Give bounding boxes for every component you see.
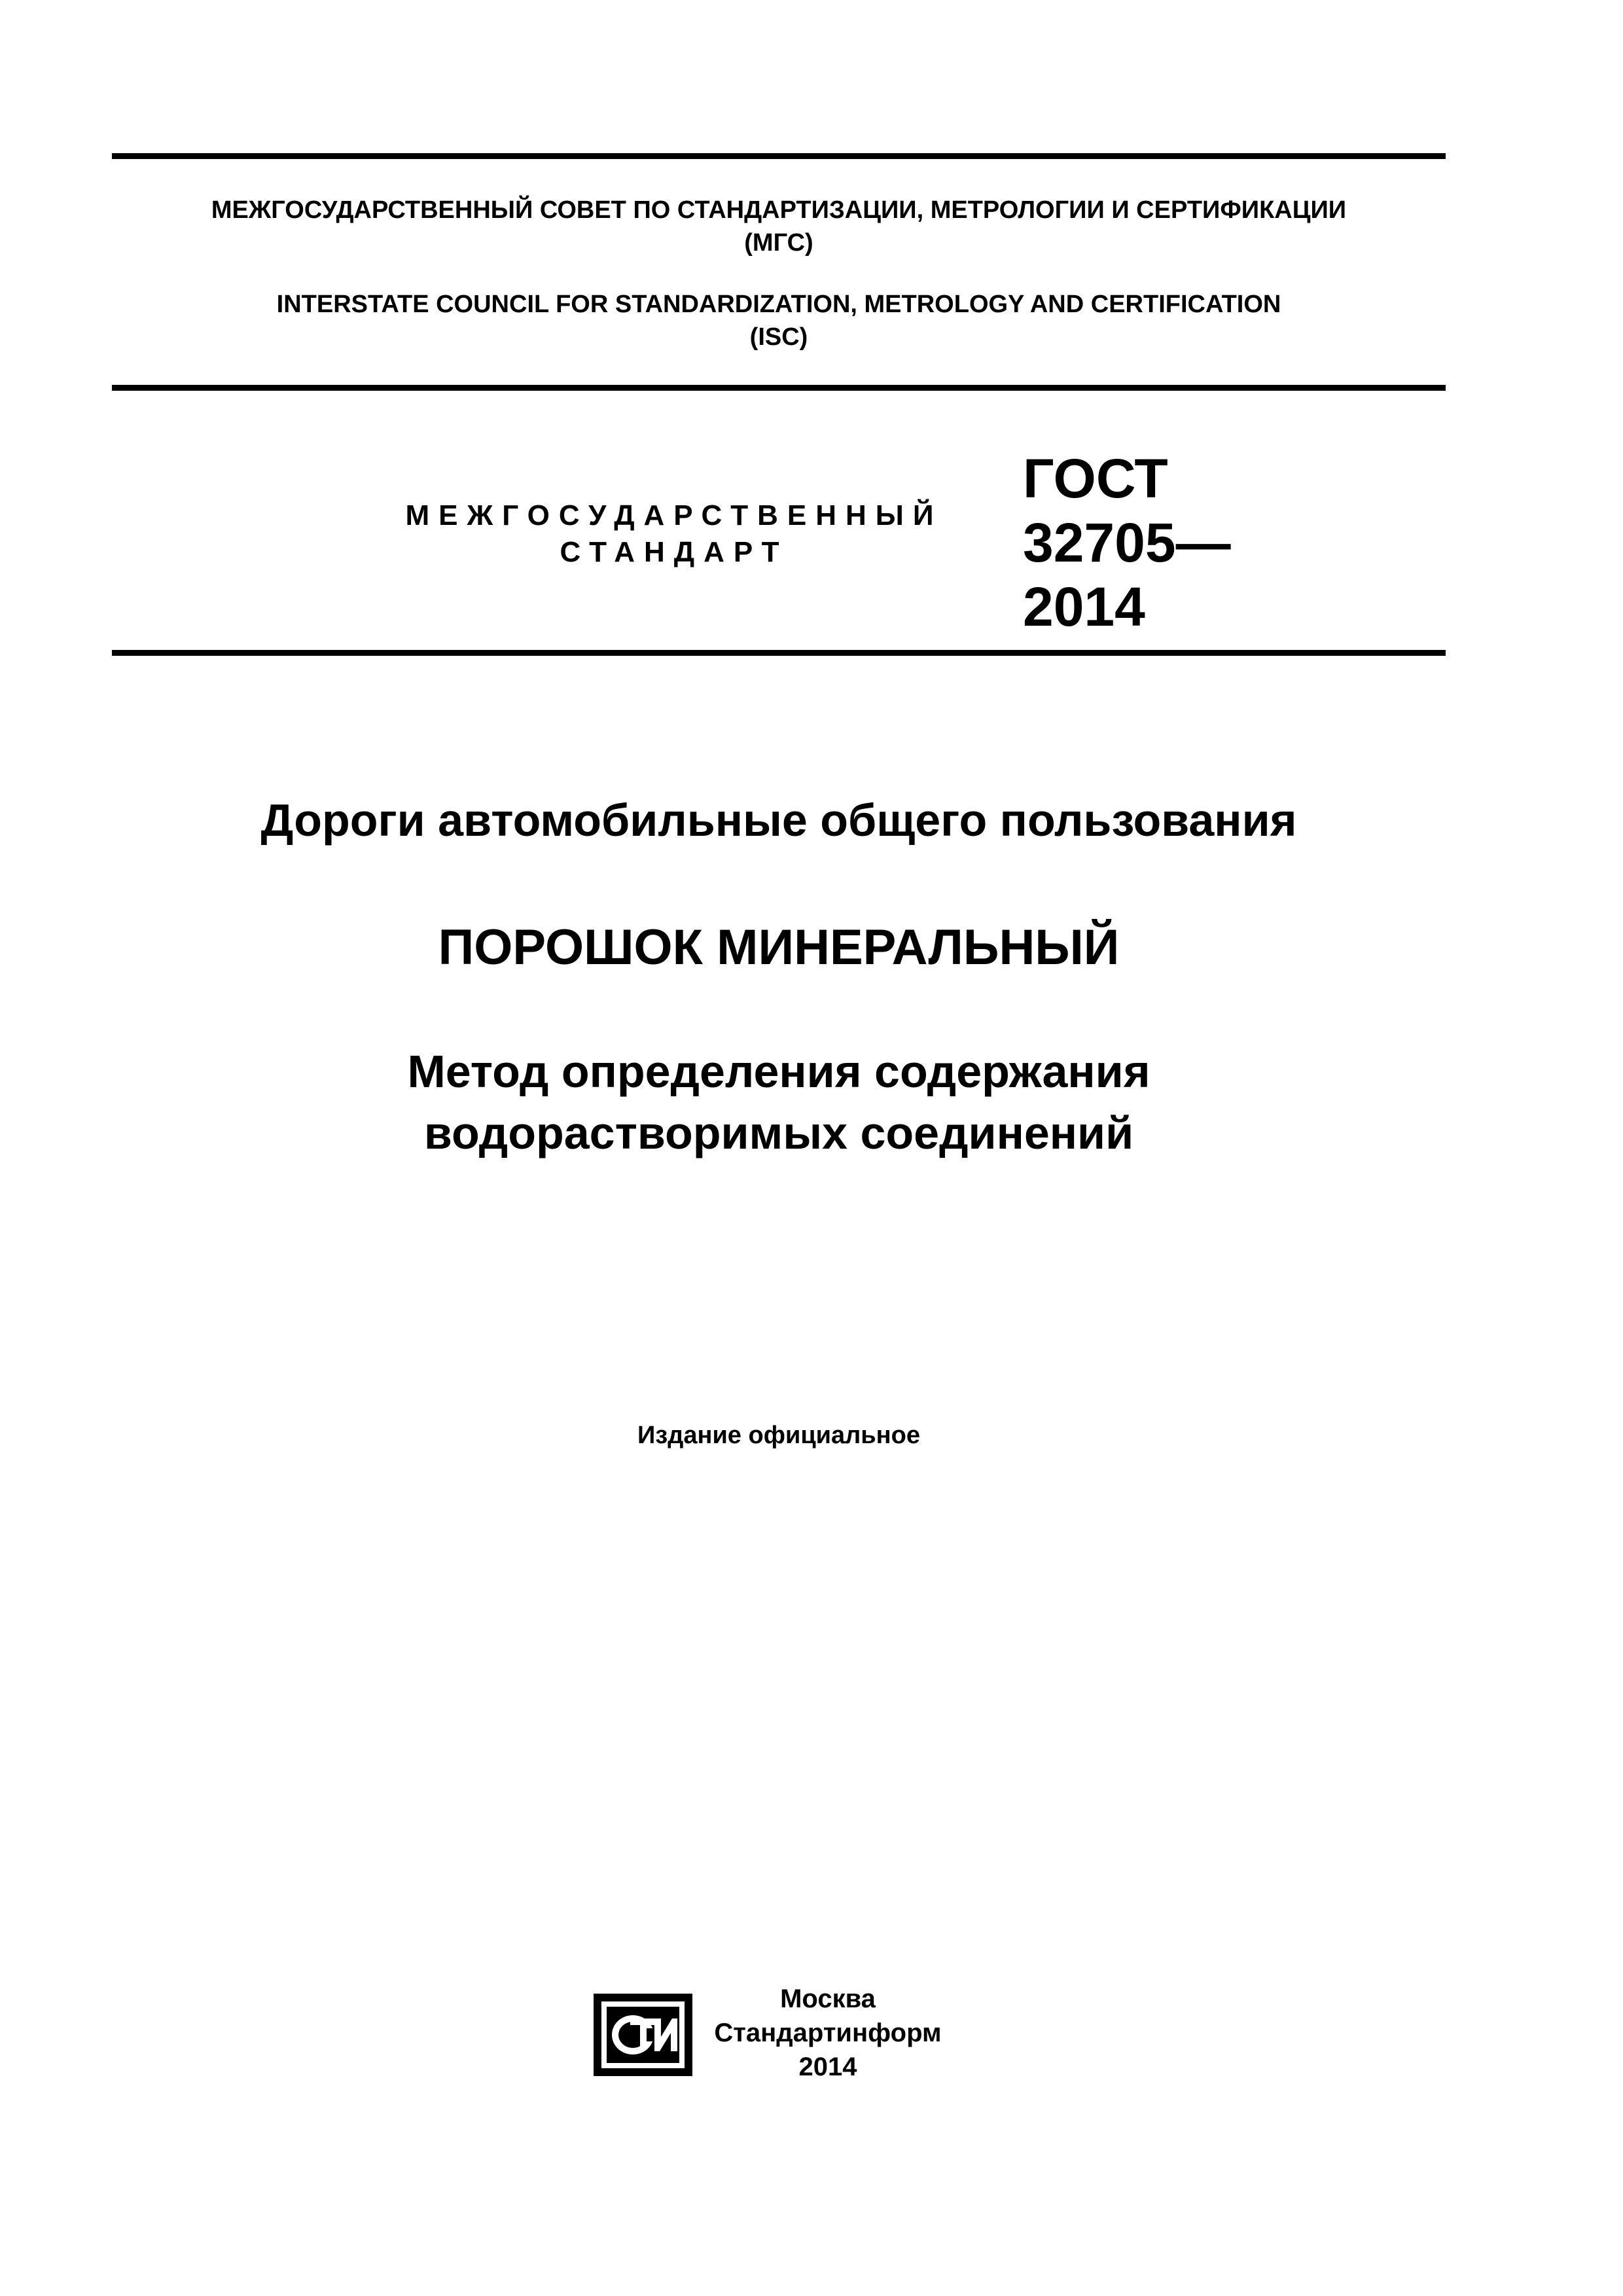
council-name-ru [112,194,1446,259]
publisher-name: Стандартинформ [714,2018,942,2047]
middle-rule [112,385,1446,391]
top-rule [112,153,1446,159]
publisher-block [704,1982,952,2084]
designation-number: 32705— [1023,512,1231,573]
standartinform-logo-icon [592,1992,694,2077]
council-abbr-ru: (МГС) [744,229,813,257]
council-name-en-line1: INTERSTATE COUNCIL FOR STANDARDIZATION, METROLOGY AND CERTIFICATION [276,291,1281,318]
council-abbr-en: (ISC) [749,323,808,351]
official-edition-note: Издание официальное [637,1422,920,1449]
publication-year: 2014 [798,2053,857,2081]
bottom-rule [112,650,1446,656]
council-name-en [112,288,1446,353]
council-name-ru-line1: МЕЖГОСУДАРСТВЕННЫЙ СОВЕТ ПО СТАНДАРТИЗАЦИИ, МЕТРОЛОГИИ И СЕРТИФИКАЦИИ [211,196,1347,224]
title-general: Дороги автомобильные общего пользования [260,795,1297,846]
title-main: ПОРОШОК МИНЕРАЛЬНЫЙ [438,920,1120,975]
standard-type-label [353,497,995,571]
title-sub-line1: Метод определения содержания [407,1046,1150,1097]
standard-type-line2: СТАНДАРТ [560,536,789,568]
standard-designation [1023,446,1416,639]
designation-gost: ГОСТ [1023,448,1168,509]
publisher-city: Москва [780,1984,876,2013]
standard-type-line1: МЕЖГОСУДАРСТВЕННЫЙ [405,499,943,531]
title-sub [112,1041,1446,1164]
designation-year: 2014 [1023,576,1145,637]
title-sub-line2: водорастворимых соединений [423,1107,1134,1158]
